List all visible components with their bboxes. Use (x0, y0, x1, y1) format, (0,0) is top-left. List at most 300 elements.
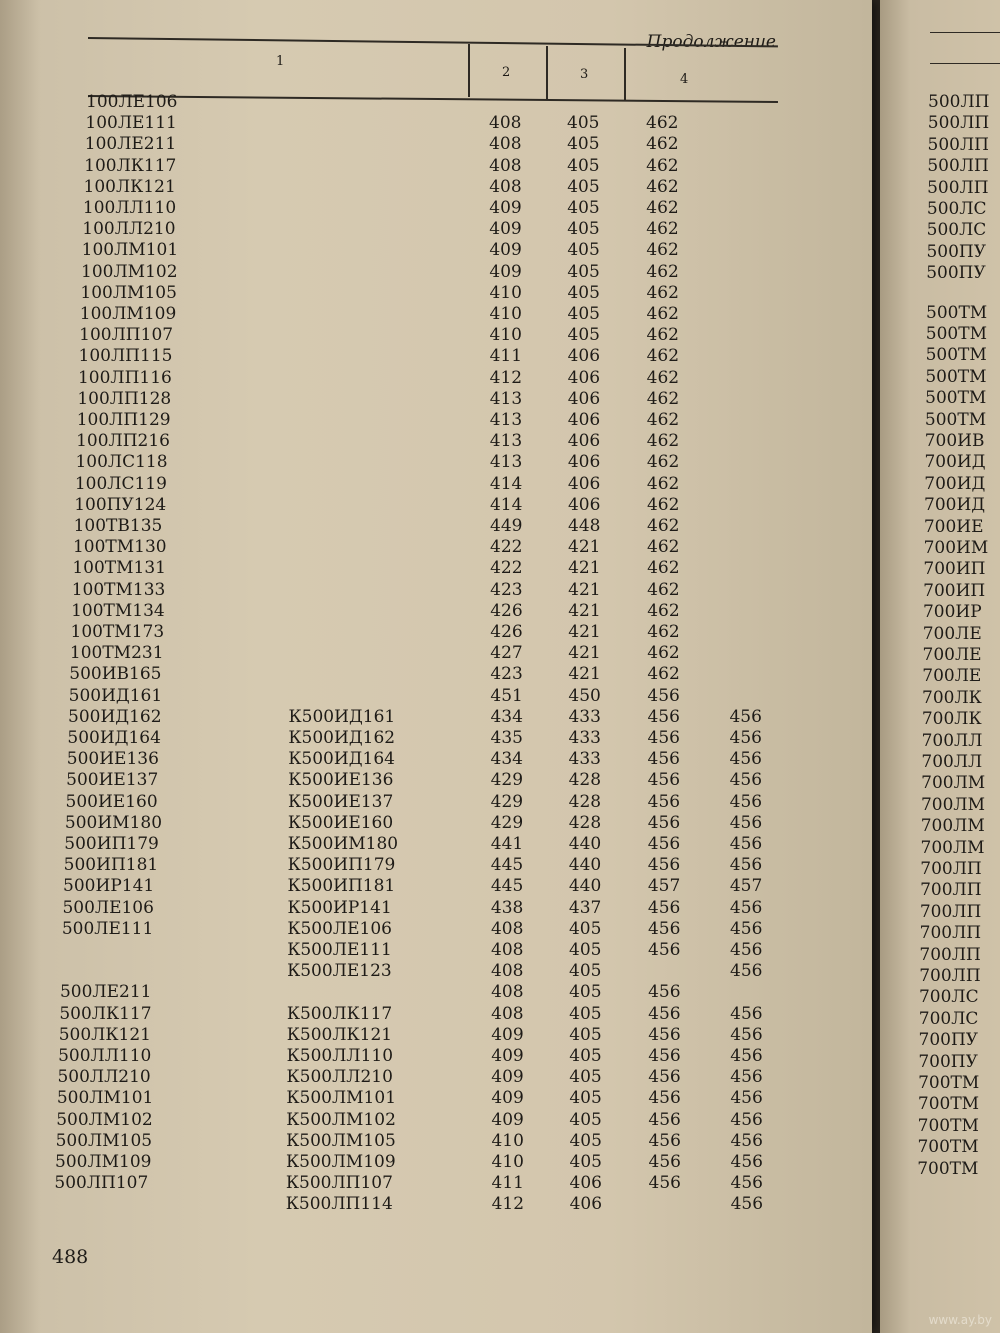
cell-col3: 406 (567, 388, 601, 409)
cell-analog: К500ЛК121 (286, 1024, 393, 1045)
cell-designation: 500ЛП107 (54, 1173, 149, 1194)
cell-designation: 500ЛМ102 (56, 1109, 153, 1130)
cell-col3: 440 (568, 876, 602, 897)
cell-col2: 409 (491, 1109, 524, 1130)
cell-col2: 408 (489, 155, 522, 176)
cell-col4: 462 (646, 113, 679, 134)
cell-col2: 409 (491, 1067, 524, 1088)
cell-col3: 405 (567, 198, 600, 218)
cell-designation: 500ИМ180 (64, 812, 163, 833)
right-page-fragment: 500ЛП (927, 177, 989, 198)
cell-analog: К500ЛК117 (286, 1003, 393, 1024)
right-page-fragment: 700ИД (924, 452, 986, 473)
table-row (0, 686, 800, 707)
table-row (0, 601, 800, 622)
cell-col3: 405 (567, 176, 600, 197)
cell-col4: 456 (648, 1046, 681, 1066)
table-row (0, 1110, 800, 1131)
table-row (0, 1067, 800, 1088)
cell-col4: 456 (647, 685, 680, 706)
cell-col5: 456 (729, 770, 763, 791)
cell-designation: 100ЛЛ110 (82, 198, 177, 218)
cell-col2: 427 (490, 643, 523, 664)
cell-col4: 456 (647, 791, 681, 812)
cell-col5: 456 (730, 1067, 763, 1088)
cell-analog: К500ЛЕ123 (287, 961, 392, 982)
cell-col2: 412 (489, 367, 523, 388)
right-page-fragment: 700ЛЛ (921, 730, 983, 751)
cell-col2: 408 (491, 940, 524, 960)
cell-analog: К500ЛМ102 (286, 1109, 396, 1130)
right-page-fragment: 500ЛП (927, 156, 989, 177)
cell-col3: 428 (568, 812, 602, 833)
right-page-fragment: 700ИД (924, 473, 986, 494)
cell-col3: 405 (567, 219, 600, 240)
right-page-fragment: 700ЛП (920, 880, 982, 901)
cell-col3: 433 (568, 728, 601, 748)
table-row (0, 452, 800, 473)
cell-col5: 456 (730, 1173, 763, 1194)
cell-col2: 435 (490, 728, 523, 748)
right-page-rule-header (930, 63, 1000, 64)
cell-analog: К500ИП181 (287, 876, 396, 897)
cell-col5: 456 (729, 812, 763, 833)
cell-designation: 100ТМ134 (71, 600, 165, 621)
cell-col5: 456 (730, 1024, 763, 1045)
cell-designation: 100ТМ130 (72, 537, 167, 558)
cell-col5: 456 (729, 834, 763, 854)
cell-col4: 456 (648, 1088, 681, 1109)
cell-col4: 462 (646, 282, 679, 303)
right-page-fragment: 700ЛК (921, 709, 982, 730)
table-row (0, 749, 800, 770)
cell-col4: 462 (647, 537, 680, 558)
table-row (0, 92, 800, 113)
right-page-fragment: 500ТМ (924, 409, 987, 430)
cell-col3: 440 (568, 834, 602, 854)
table-row (0, 113, 800, 134)
cell-designation: 500ЛЕ106 (62, 897, 154, 918)
right-page-fragment: 500ЛП (928, 92, 990, 112)
right-page-fragment: 500ЛП (927, 113, 990, 134)
cell-col4: 462 (646, 431, 680, 452)
cell-col2: 414 (489, 494, 523, 515)
cell-col3: 406 (569, 1173, 602, 1194)
table-row (0, 346, 800, 367)
cell-designation: 100ЛС119 (74, 473, 167, 494)
right-page-fragment: 500ЛП (927, 134, 990, 155)
cell-col4: 456 (648, 1067, 681, 1088)
cell-col2: 426 (490, 600, 523, 621)
table-row (0, 495, 800, 516)
right-page-fragment: 500ЛС (926, 199, 987, 219)
watermark: www.ay.by (928, 1313, 992, 1327)
cell-designation: 100ТМ133 (71, 579, 166, 600)
cell-col3: 448 (568, 516, 601, 536)
cell-col2: 422 (490, 537, 523, 558)
right-page-fragment: 700ИП (923, 580, 986, 601)
cell-analog: К500ЛЕ111 (287, 940, 392, 960)
cell-col2: 410 (489, 304, 522, 324)
cell-col2: 429 (490, 791, 524, 812)
cell-col4: 456 (648, 982, 681, 1003)
column-header-3: 3 (580, 67, 589, 82)
table-row (0, 961, 800, 982)
table-row (0, 622, 800, 643)
right-page-fragment: 700ТМ (918, 1073, 980, 1093)
right-page-fragment: 700ЛП (919, 901, 982, 922)
cell-designation: 100ТМ231 (69, 643, 164, 664)
cell-designation: 100ЛП128 (77, 388, 172, 409)
table-row (0, 834, 800, 855)
cell-col4: 456 (648, 1173, 681, 1194)
page-number: 488 (52, 1246, 89, 1268)
cell-col4: 462 (646, 452, 680, 473)
cell-col2: 413 (489, 431, 523, 452)
right-page-fragment: 700ЛП (920, 859, 982, 879)
table-row (0, 1004, 800, 1025)
cell-designation: 100ЛЕ111 (85, 113, 177, 134)
cell-col3: 406 (567, 494, 601, 515)
cell-designation: 500ИД162 (68, 706, 162, 727)
cell-col4: 462 (646, 388, 680, 409)
cell-col4: 456 (648, 1109, 681, 1130)
table-row (0, 898, 800, 919)
cell-col2: 423 (490, 664, 523, 685)
table-row (0, 982, 800, 1003)
table-row (0, 707, 800, 728)
cell-col2: 408 (490, 918, 524, 939)
cell-col2: 411 (489, 346, 523, 367)
cell-col2: 426 (490, 622, 523, 642)
cell-col4: 462 (647, 643, 680, 664)
right-page-fragment: 700ЛМ (920, 837, 985, 858)
cell-designation: 500ЛЕ111 (61, 918, 154, 939)
cell-col4: 456 (647, 770, 681, 791)
cell-col2: 438 (490, 897, 524, 918)
cell-col4: 462 (646, 494, 680, 515)
table-row (0, 792, 800, 813)
cell-col3: 421 (568, 558, 601, 579)
cell-col2: 422 (490, 558, 523, 579)
table-row (0, 283, 800, 304)
cell-col4: 462 (646, 198, 679, 218)
right-page-fragment: 700ЛЕ (922, 623, 982, 644)
cell-col2: 445 (490, 855, 524, 876)
cell-col4: 456 (647, 918, 681, 939)
cell-col4: 462 (646, 176, 679, 197)
table-row (0, 643, 800, 664)
cell-col3: 405 (569, 982, 602, 1003)
cell-col4: 462 (646, 155, 679, 176)
cell-col4: 457 (647, 876, 681, 897)
right-page-fragment: 500ПУ (926, 263, 986, 284)
right-page-fragment: 500ТМ (925, 324, 987, 344)
cell-analog: К500ИМ180 (287, 834, 399, 854)
table-row (0, 410, 800, 431)
table-row (0, 134, 800, 155)
cell-designation: 100ТВ135 (73, 516, 163, 536)
cell-col2: 451 (490, 685, 523, 706)
table-row (0, 325, 800, 346)
cell-col5: 456 (730, 1088, 763, 1109)
cell-designation: 500ИЕ160 (65, 791, 158, 812)
table-row (0, 389, 800, 410)
cell-col3: 405 (567, 134, 600, 155)
column-header-4: 4 (680, 72, 689, 87)
cell-col4: 456 (648, 1003, 681, 1024)
right-page-rule-top (930, 32, 1000, 33)
cell-col3: 405 (567, 325, 600, 346)
cell-col3: 406 (567, 473, 601, 494)
cell-col3: 405 (569, 1152, 602, 1172)
cell-designation: 500ИВ165 (69, 664, 162, 685)
table-row (0, 198, 800, 219)
cell-col3: 406 (567, 367, 601, 388)
cell-analog: К500ЛЕ106 (287, 918, 392, 939)
cell-col2: 408 (489, 113, 522, 134)
cell-col2: 441 (490, 834, 524, 854)
cell-col2: 409 (491, 1088, 524, 1109)
cell-col2: 411 (491, 1173, 524, 1194)
cell-designation: 100ЛП115 (78, 346, 173, 367)
cell-designation: 100ЛК121 (83, 176, 176, 197)
cell-col3: 428 (568, 770, 602, 791)
right-page-fragment: 700ЛП (919, 944, 981, 965)
cell-col3: 421 (568, 600, 601, 621)
cell-col2: 413 (489, 452, 523, 473)
right-page-fragment: 700ЛС (918, 1008, 979, 1029)
cell-col3: 421 (568, 579, 601, 600)
cell-col4: 462 (647, 558, 680, 579)
right-page-fragment: 700ИМ (923, 538, 989, 558)
right-page-fragment: 700ЛЛ (921, 752, 983, 772)
cell-col4: 462 (647, 579, 680, 600)
cell-col5: 456 (730, 1003, 763, 1024)
cell-designation: 100ТМ131 (72, 558, 167, 579)
table-row (0, 940, 800, 961)
cell-analog: К500ЛП107 (285, 1173, 393, 1194)
table-row (0, 919, 800, 940)
cell-analog: К500ИД164 (288, 749, 395, 770)
cell-col3: 405 (569, 961, 602, 982)
cell-col4: 462 (646, 325, 679, 346)
cell-col3: 405 (569, 1067, 602, 1088)
table-row (0, 1046, 800, 1067)
right-page-fragment: 500ТМ (925, 366, 987, 387)
cell-designation: 500ИП181 (63, 855, 159, 876)
cell-designation: 500ЛК121 (58, 1024, 151, 1045)
cell-col2: 449 (490, 516, 523, 536)
cell-col3: 405 (567, 155, 600, 176)
cell-col2: 412 (491, 1194, 525, 1215)
cell-designation: 500ЛМ101 (56, 1088, 154, 1109)
cell-designation: 100ЛМ101 (81, 240, 179, 261)
table-row (0, 1088, 800, 1109)
right-page-fragment: 700ЛП (919, 966, 981, 986)
cell-col3: 421 (568, 537, 601, 558)
cell-designation: 100ЛМ109 (79, 304, 177, 324)
cell-col4: 456 (647, 706, 680, 727)
cell-designation: 100ЛМ105 (80, 282, 177, 303)
cell-col2: 434 (490, 706, 523, 727)
cell-designation: 100ЛЛ210 (82, 219, 176, 240)
cell-col3: 405 (569, 1046, 602, 1066)
cell-col4: 456 (648, 1024, 681, 1045)
cell-col3: 421 (568, 664, 601, 685)
cell-designation: 100ЛП116 (77, 367, 172, 388)
cell-col4: 456 (647, 855, 681, 876)
cell-col3: 433 (568, 706, 601, 727)
cell-designation: 100ЛЕ106 (86, 92, 178, 112)
right-page-fragment: 700ЛМ (920, 816, 985, 837)
cell-designation: 100ЛЕ211 (84, 134, 177, 155)
cell-col3: 428 (568, 791, 602, 812)
cell-col5: 456 (730, 1194, 764, 1215)
right-page-fragment: 700ТМ (917, 1094, 980, 1115)
right-page-fragment: 700ЛМ (920, 794, 985, 815)
right-page-fragment: 700ИЕ (923, 516, 984, 537)
table-row (0, 431, 800, 452)
cell-col4: 462 (646, 367, 680, 388)
cell-designation: 100ТМ173 (70, 622, 165, 642)
cell-col3: 406 (569, 1194, 603, 1215)
right-page-fragment: 700ИР (922, 602, 982, 623)
cell-col4: 462 (646, 261, 679, 282)
cell-designation: 100ЛМ102 (81, 261, 178, 282)
right-page-fragment: 500ТМ (925, 345, 987, 366)
cell-col4: 462 (646, 240, 679, 261)
cell-col5: 456 (729, 918, 763, 939)
cell-col4: 456 (648, 1152, 681, 1172)
column-header-1: 1 (276, 54, 285, 69)
table-row (0, 156, 800, 177)
cell-col3: 405 (567, 240, 600, 261)
cell-col5: 457 (729, 876, 763, 897)
cell-col2: 409 (489, 198, 522, 218)
table-row (0, 664, 800, 685)
cell-designation: 100ПУ124 (74, 494, 167, 515)
cell-col2: 408 (491, 982, 524, 1003)
cell-col4: 462 (647, 600, 680, 621)
cell-col2: 413 (489, 388, 523, 409)
cell-col4: 456 (648, 1130, 681, 1151)
cell-analog: К500ЛМ101 (286, 1088, 397, 1109)
cell-col4: 462 (646, 346, 680, 367)
cell-col3: 405 (568, 918, 602, 939)
column-header-2: 2 (502, 65, 511, 80)
cell-col5: 456 (729, 791, 763, 812)
cell-col5: 456 (729, 728, 762, 748)
cell-col3: 405 (569, 1109, 602, 1130)
cell-designation: 500ИЕ137 (66, 770, 159, 791)
right-page-fragment: 700ИД (924, 495, 986, 516)
right-page-fragment: 700ЛЕ (922, 666, 982, 687)
cell-designation: 500ИЕ136 (66, 749, 159, 770)
cell-col5: 456 (729, 706, 762, 727)
cell-col4: 456 (647, 834, 681, 854)
table-row (0, 558, 800, 579)
cell-col2: 409 (489, 261, 522, 282)
right-page-fragment: 700ЛМ (921, 773, 986, 794)
cell-col3: 405 (567, 261, 600, 282)
table-row (0, 1025, 800, 1046)
cell-col2: 409 (489, 219, 522, 240)
cell-col4: 456 (647, 812, 681, 833)
cell-col5: 456 (730, 1130, 763, 1151)
cell-col5: 456 (729, 749, 762, 770)
cell-col2: 414 (489, 473, 523, 494)
cell-col2: 423 (490, 579, 523, 600)
cell-col4: 462 (646, 219, 679, 240)
cell-designation: 500ЛМ109 (55, 1152, 152, 1172)
table-row (0, 813, 800, 834)
cell-col5: 456 (730, 940, 763, 960)
cell-col2: 410 (491, 1130, 524, 1151)
right-page-fragment: 500ЛС (926, 220, 987, 241)
cell-analog: К500ЛЛ210 (286, 1067, 393, 1088)
table-row (0, 516, 800, 537)
cell-col5: 456 (729, 855, 763, 876)
cell-col4: 462 (646, 473, 680, 494)
right-page-fragment: 700ТМ (917, 1137, 979, 1158)
table-row (0, 1131, 800, 1152)
cell-col3: 405 (569, 1024, 602, 1045)
cell-col4: 462 (647, 516, 680, 536)
cell-designation: 500ИД164 (67, 728, 161, 748)
cell-analog: К500ИЕ160 (287, 812, 394, 833)
right-page-fragment: 500ТМ (925, 388, 987, 409)
cell-col2: 434 (490, 749, 523, 770)
cell-col3: 405 (569, 1003, 602, 1024)
cell-designation: 500ИП179 (64, 834, 159, 854)
table-row (0, 1194, 800, 1215)
table-row (0, 770, 800, 791)
cell-col3: 421 (568, 643, 601, 664)
table-row (0, 304, 800, 325)
right-page-fragment: 500ТМ (926, 302, 988, 323)
cell-col4: 462 (646, 304, 679, 324)
cell-analog: К500ЛП114 (285, 1194, 393, 1215)
table-row (0, 580, 800, 601)
cell-col3: 406 (567, 346, 601, 367)
table-row (0, 177, 800, 198)
cell-col3: 405 (567, 282, 600, 303)
cell-col4: 462 (647, 622, 680, 642)
table-row (0, 728, 800, 749)
continuation-label: Продолжение (646, 32, 776, 52)
cell-analog: К500ЛМ109 (286, 1152, 396, 1172)
cell-col2: 410 (489, 282, 522, 303)
cell-col3: 406 (567, 410, 601, 430)
cell-designation: 500ЛЛ210 (57, 1067, 151, 1088)
right-page-fragment: 700ЛК (922, 687, 982, 708)
cell-analog: К500ИР141 (287, 897, 392, 918)
cell-col3: 440 (568, 855, 602, 876)
cell-analog: К500ЛМ105 (286, 1130, 396, 1151)
cell-designation: 500ИД161 (68, 685, 163, 706)
table-row (0, 855, 800, 876)
cell-col4: 456 (647, 897, 681, 918)
table-row (0, 474, 800, 495)
cell-col2: 408 (491, 1003, 524, 1024)
right-page-fragment: 700ТМ (917, 1158, 979, 1179)
cell-col3: 437 (568, 897, 602, 918)
cell-col3: 405 (567, 113, 600, 134)
right-page-fragment: 700ИВ (924, 431, 985, 451)
cell-designation: 500ИР141 (63, 876, 155, 897)
cell-col4: 462 (646, 134, 679, 155)
